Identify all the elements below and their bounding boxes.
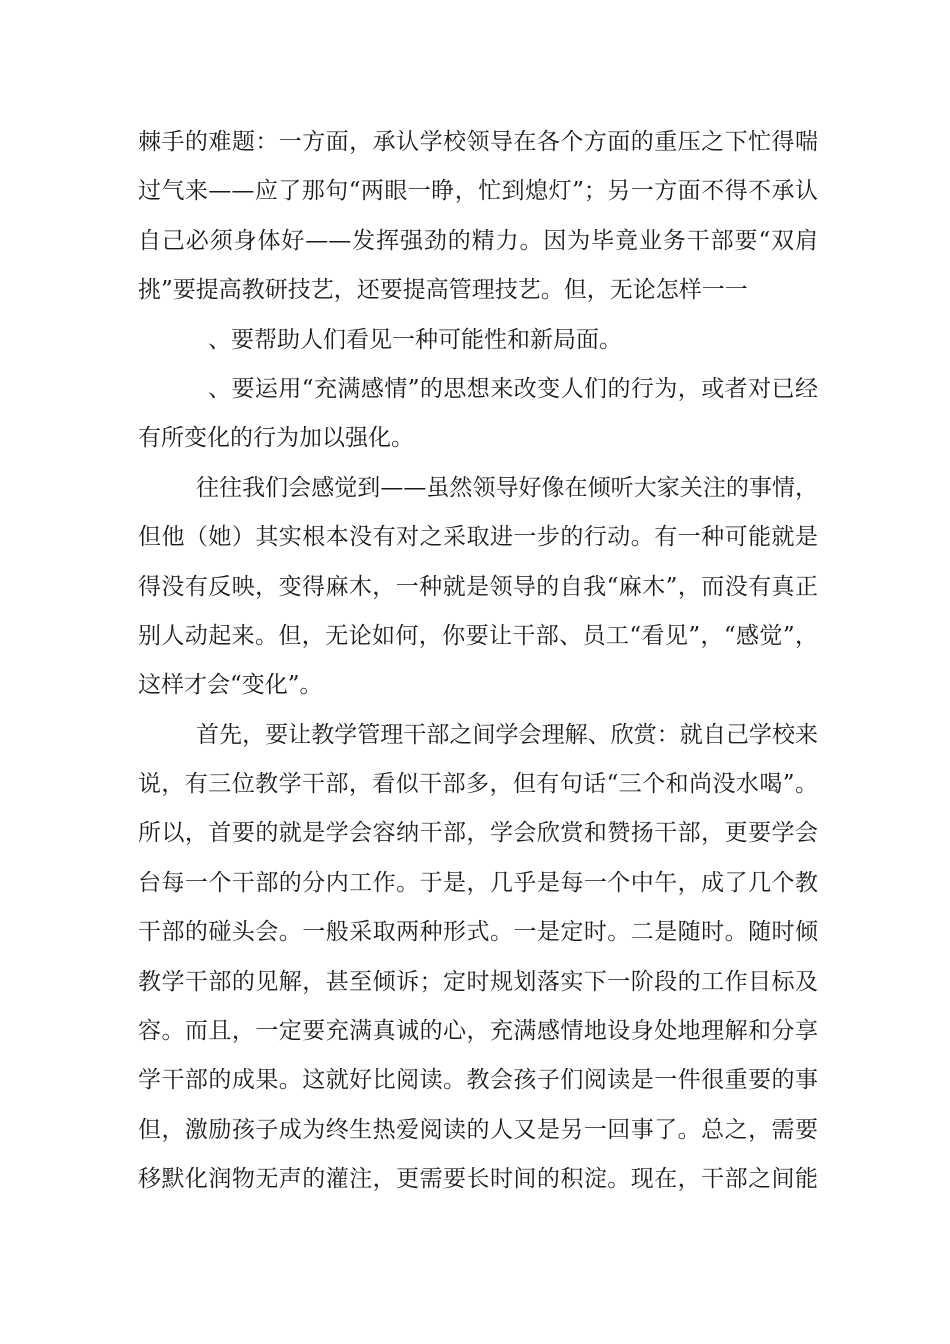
text-line: 但他（她）其实根本没有对之采取进一步的行动。有一种可能就是 [138, 524, 818, 551]
text-line: 得没有反映，变得麻木，一种就是领导的自我“麻木”，而没有真正 [138, 573, 818, 600]
text-line: 容。而且，一定要充满真诚的心，充满感情地设身处地理解和分享 [138, 1018, 818, 1045]
paragraph-first-line: 往往我们会感觉到——虽然领导好像在倾听大家关注的事情， [196, 474, 818, 501]
text-line: 但，激励孩子成为终生热爱阅读的人又是另一回事了。总之，需要 [138, 1116, 818, 1143]
body-text [138, 118, 818, 1205]
text-line: 移默化润物无声的灌注，更需要长时间的积淀。现在，干部之间能 [138, 1166, 818, 1193]
text-line: 自己必须身体好——发挥强劲的精力。因为毕竟业务干部要“双肩 [138, 227, 818, 254]
text-line: 别人动起来。但，无论如何，你要让干部、员工“看见”，“感觉”， [138, 622, 818, 649]
bullet-line: 、要帮助人们看见一种可能性和新局面。 [208, 326, 622, 353]
text-line: 学干部的成果。这就好比阅读。教会孩子们阅读是一件很重要的事 [138, 1067, 818, 1094]
text-line: 过气来——应了那句“两眼一睁，忙到熄灯”；另一方面不得不承认 [138, 178, 818, 205]
text-line: 说，有三位教学干部，看似干部多，但有句话“三个和尚没水喝”。 [138, 771, 818, 798]
text-line: 棘手的难题：一方面，承认学校领导在各个方面的重压之下忙得喘 [138, 129, 818, 155]
text-line: 所以，首要的就是学会容纳干部，学会欣赏和赞扬干部，更要学会 [138, 820, 818, 847]
text-line: 这样才会“变化”。 [138, 672, 323, 699]
text-line: 干部的碰头会。一般采取两种形式。一是定时。二是随时。随时倾 [138, 919, 818, 946]
paragraph-first-line: 首先，要让教学管理干部之间学会理解、欣赏：就自己学校来 [196, 721, 818, 748]
text-line: 有所变化的行为加以强化。 [138, 425, 414, 452]
text-line: 挑”要提高教研技艺，还要提高管理技艺。但，无论怎样一一 [138, 277, 748, 304]
bullet-line: 、要运用“充满感情”的思想来改变人们的行为，或者对已经 [208, 375, 818, 402]
text-line: 台每一个干部的分内工作。于是，几乎是每一个中午，成了几个教 [138, 869, 818, 896]
text-line: 教学干部的见解，甚至倾诉；定时规划落实下一阶段的工作目标及 [138, 968, 818, 995]
